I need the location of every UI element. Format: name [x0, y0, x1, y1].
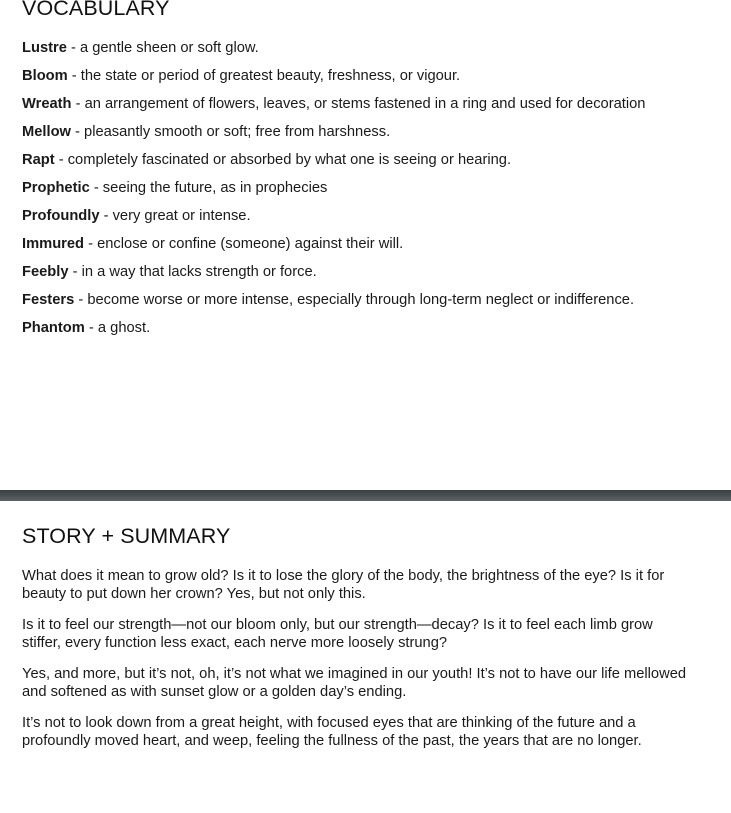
vocabulary-term: Rapt	[22, 151, 55, 168]
entry-spacer	[22, 253, 690, 263]
vocabulary-entry	[22, 179, 690, 197]
vocabulary-term: Bloom	[22, 67, 68, 84]
entry-spacer	[22, 309, 690, 319]
vocabulary-term: Feebly	[22, 264, 69, 281]
section-divider	[0, 490, 731, 501]
story-paragraph: Is it to feel our strength—not our bloom only, but our strength—decay? Is it to feel each limb grow stiffer, every function less exact, each nerve more loosely strung?	[22, 616, 653, 651]
vocabulary-entry	[22, 95, 690, 113]
story-summary-heading: STORY + SUMMARY	[22, 524, 231, 548]
vocabulary-definition: - in a way that lacks strength or force.	[68, 264, 317, 281]
vocabulary-entry	[22, 291, 690, 309]
entry-spacer	[22, 141, 690, 151]
paragraph-spacer	[22, 701, 690, 714]
vocabulary-entry	[22, 319, 690, 337]
paragraph-spacer	[22, 603, 690, 616]
entry-spacer	[22, 57, 690, 67]
vocabulary-definition: - completely fascinated or absorbed by what one is seeing or hearing.	[54, 151, 512, 168]
vocabulary-term: Prophetic	[22, 180, 90, 197]
entry-spacer	[22, 113, 690, 123]
vocabulary-term: Profoundly	[22, 208, 100, 225]
vocabulary-term: Wreath	[22, 95, 72, 112]
paragraph-spacer	[22, 652, 690, 665]
vocabulary-definition: - enclose or confine (someone) against their will.	[84, 236, 404, 253]
vocabulary-definition: - a ghost.	[84, 320, 151, 337]
vocabulary-term: Mellow	[22, 123, 71, 140]
entry-spacer	[22, 197, 690, 207]
vocabulary-heading: VOCABULARY	[22, 0, 170, 20]
heading-spacer	[22, 549, 690, 567]
story-paragraph: What does it mean to grow old? Is it to lose the glory of the body, the brightness of the eye? Is it for beauty to put down her crown? Yes, but not only this.	[22, 567, 665, 602]
vocabulary-term: Immured	[22, 236, 85, 253]
vocabulary-term: Phantom	[22, 320, 85, 337]
story-paragraph: Yes, and more, but it’s not, oh, it’s not what we imagined in our youth! It’s not to have our life mellowed and softened as with sunset glow or a golden day’s ending.	[22, 665, 687, 701]
heading-spacer	[22, 21, 690, 39]
vocabulary-entry	[22, 67, 690, 85]
vocabulary-term: Festers	[22, 292, 75, 309]
vocabulary-section	[0, 0, 731, 338]
vocabulary-definition: - the state or period of greatest beauty, freshness, or vigour.	[67, 67, 461, 84]
vocabulary-definition: - seeing the future, as in prophecies	[89, 180, 328, 197]
vocabulary-definition: - an arrangement of flowers, leaves, or stems fastened in a ring and used for decoration	[71, 95, 646, 112]
vocabulary-entry	[22, 207, 690, 225]
entry-spacer	[22, 169, 690, 179]
vocabulary-term: Lustre	[22, 39, 67, 56]
vocabulary-definition: - pleasantly smooth or soft; free from harshness.	[70, 123, 391, 140]
entry-spacer	[22, 281, 690, 291]
story-summary-section	[0, 525, 731, 750]
vocabulary-definition: - become worse or more intense, especially through long-term neglect or indifference.	[74, 292, 635, 309]
entry-spacer	[22, 85, 690, 95]
vocabulary-entry	[22, 151, 690, 169]
vocabulary-entry	[22, 263, 690, 281]
vocabulary-definition: - very great or intense.	[99, 208, 251, 225]
vocabulary-entry	[22, 39, 690, 57]
vocabulary-list	[22, 39, 690, 338]
entry-spacer	[22, 225, 690, 235]
vocabulary-entry	[22, 123, 690, 141]
vocabulary-entry	[22, 235, 690, 253]
vocabulary-definition: - a gentle sheen or soft glow.	[66, 39, 259, 56]
story-paragraph: It’s not to look down from a great height, with focused eyes that are thinking of the future and a profoundly moved heart, and weep, feeling the fullness of the past, the years that are no longer.	[22, 715, 642, 750]
